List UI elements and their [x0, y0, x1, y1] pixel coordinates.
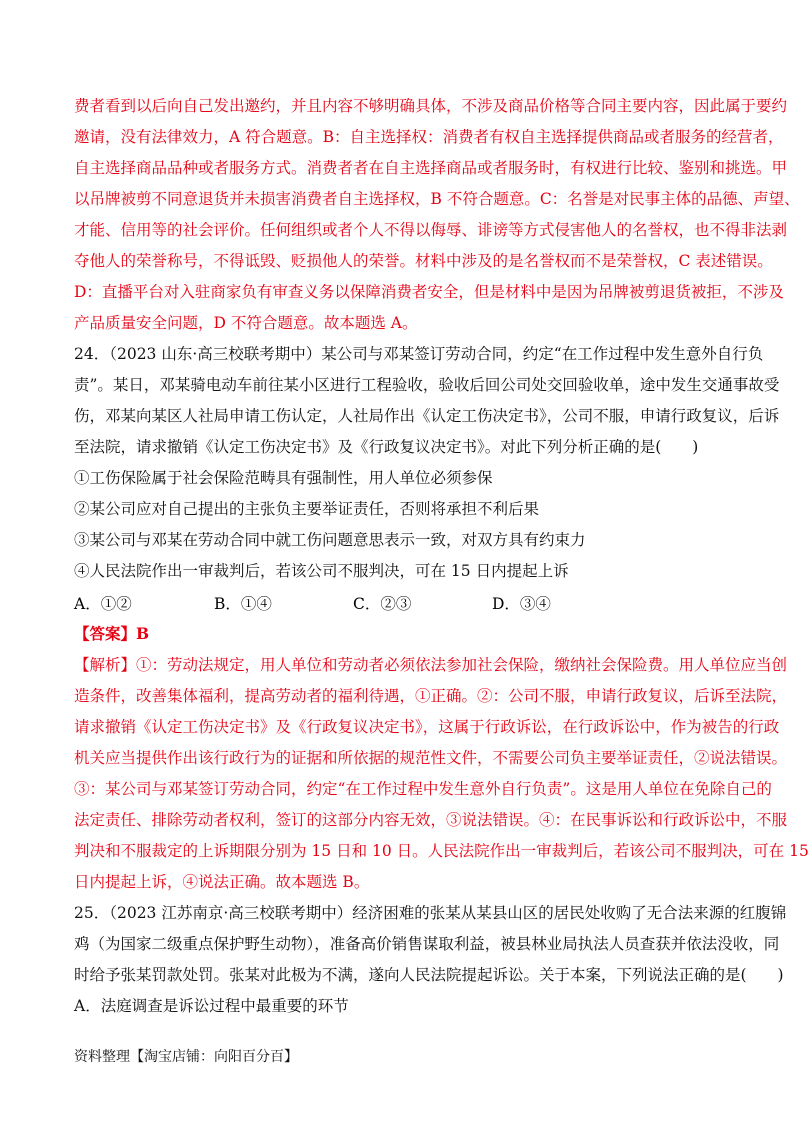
statement-2: ②某公司应对自己提出的主张负主要举证责任，否则将承担不利后果 [74, 500, 540, 518]
option-a: A．①② [74, 595, 132, 613]
footer-note: 资料整理【淘宝店铺：向阳百分百】 [74, 1049, 298, 1065]
statement-3: ③某公司与邓某在劳动合同中就工伤问题意思表示一致，对双方具有约束力 [74, 531, 586, 549]
analysis-line: 才能、信用等的社会评价。任何组织或者个人不得以侮辱、诽谤等方式侵害他人的名誉权，也不得非法剥 [74, 221, 788, 239]
question-25-stem: 时给予张某罚款处罚。张某对此极为不满，遂向人民法院提起诉讼。关于本案，下列说法正确的是( ) [74, 966, 784, 984]
analysis-line: ③：某公司与邓某签订劳动合同，约定“在工作过程中发生意外自行负责”。这是用人单位在免除自己的 [74, 780, 772, 798]
question-24-options [74, 592, 634, 614]
analysis-line: 夺他人的荣誉称号，不得诋毁、贬损他人的荣誉。材料中涉及的是名誉权而不是荣誉权，C 表述错误。 [74, 252, 773, 270]
option-b: B．①④ [214, 595, 272, 613]
analysis-line: 日内提起上诉，④说法正确。故本题选 B。 [74, 873, 370, 891]
analysis-line: 邀请，没有法律效力，A 符合题意。B：自主选择权：消费者有权自主选择提供商品或者服务的经营者， [74, 128, 784, 146]
analysis-line: 判决和不服裁定的上诉期限分别为 15 日和 10 日。人民法院作出一审裁判后，若该公司不服判决，可在 15 [74, 842, 809, 860]
statement-1: ①工伤保险属于社会保险范畴具有强制性，用人单位必须参保 [74, 469, 493, 487]
answer-label: 【答案】B [74, 624, 150, 643]
analysis-line: 【解析】①：劳动法规定，用人单位和劳动者必须依法参加社会保险，缴纳社会保险费。用人单位应当创 [74, 656, 788, 674]
question-24-stem: 责”。某日，邓某骑电动车前往某小区进行工程验收，验收后回公司处交回验收单，途中发生交通事故受 [74, 376, 780, 394]
question-25-stem: 25．（2023 江苏南京·高三校联考期中）经济困难的张某从某县山区的居民处收购了无合法来源的红腹锦 [74, 904, 787, 922]
analysis-line: 机关应当提供作出该行政行为的证据和所依据的规范性文件，不需要公司负主要举证责任，②说法错误。 [74, 749, 788, 767]
analysis-line: D：直播平台对入驻商家负有审查义务以保障消费者安全，但是材料中是因为吊牌被剪退货被拒，不涉及 [74, 283, 784, 301]
question-25-stem: 鸡（为国家二级重点保护野生动物），准备高价销售谋取利益，被县林业局执法人员查获并依法没收，同 [74, 935, 780, 953]
analysis-line: 请求撤销《认定工伤决定书》及《行政复议决定书》，这属于行政诉讼，在行政诉讼中，作为被告的行政 [74, 718, 780, 736]
analysis-line: 产品质量安全问题，D 不符合题意。故本题选 A。 [74, 314, 418, 332]
question-24-stem: 伤，邓某向某区人社局申请工伤认定，人社局作出《认定工伤决定书》，公司不服，申请行政复议，后诉 [74, 407, 780, 425]
analysis-line: 造条件，改善集体福利，提高劳动者的福利待遇，①正确。②：公司不服，申请行政复议，后诉至法院， [74, 687, 788, 705]
option-c: C．②③ [353, 595, 412, 613]
option-d: D．③④ [492, 595, 551, 613]
analysis-line: 费者看到以后向自己发出邀约，并且内容不够明确具体，不涉及商品价格等合同主要内容，因此属于要约 [74, 97, 788, 115]
question-24-stem: 至法院，请求撤销《认定工伤决定书》及《行政复议决定书》。对此下列分析正确的是( ) [74, 438, 699, 456]
analysis-line: 法定责任、排除劳动者权利，签订的这部分内容无效，③说法错误。④：在民事诉讼和行政诉讼中，不服 [74, 811, 788, 829]
question-24-stem: 24．（2023 山东·高三校联考期中）某公司与邓某签订劳动合同，约定“在工作过程中发生意外自行负 [74, 345, 764, 363]
statement-4: ④人民法院作出一审裁判后，若该公司不服判决，可在 15 日内提起上诉 [74, 562, 569, 580]
analysis-line: 自主选择商品品种或者服务方式。消费者者在自主选择商品或者服务时，有权进行比较、鉴别和挑选。甲 [74, 159, 788, 177]
question-25-option-a: A．法庭调查是诉讼过程中最重要的环节 [74, 997, 349, 1015]
analysis-line: 以吊牌被剪不同意退货并未损害消费者自主选择权，B 不符合题意。C：名誉是对民事主体的品德、声望、 [74, 190, 800, 208]
